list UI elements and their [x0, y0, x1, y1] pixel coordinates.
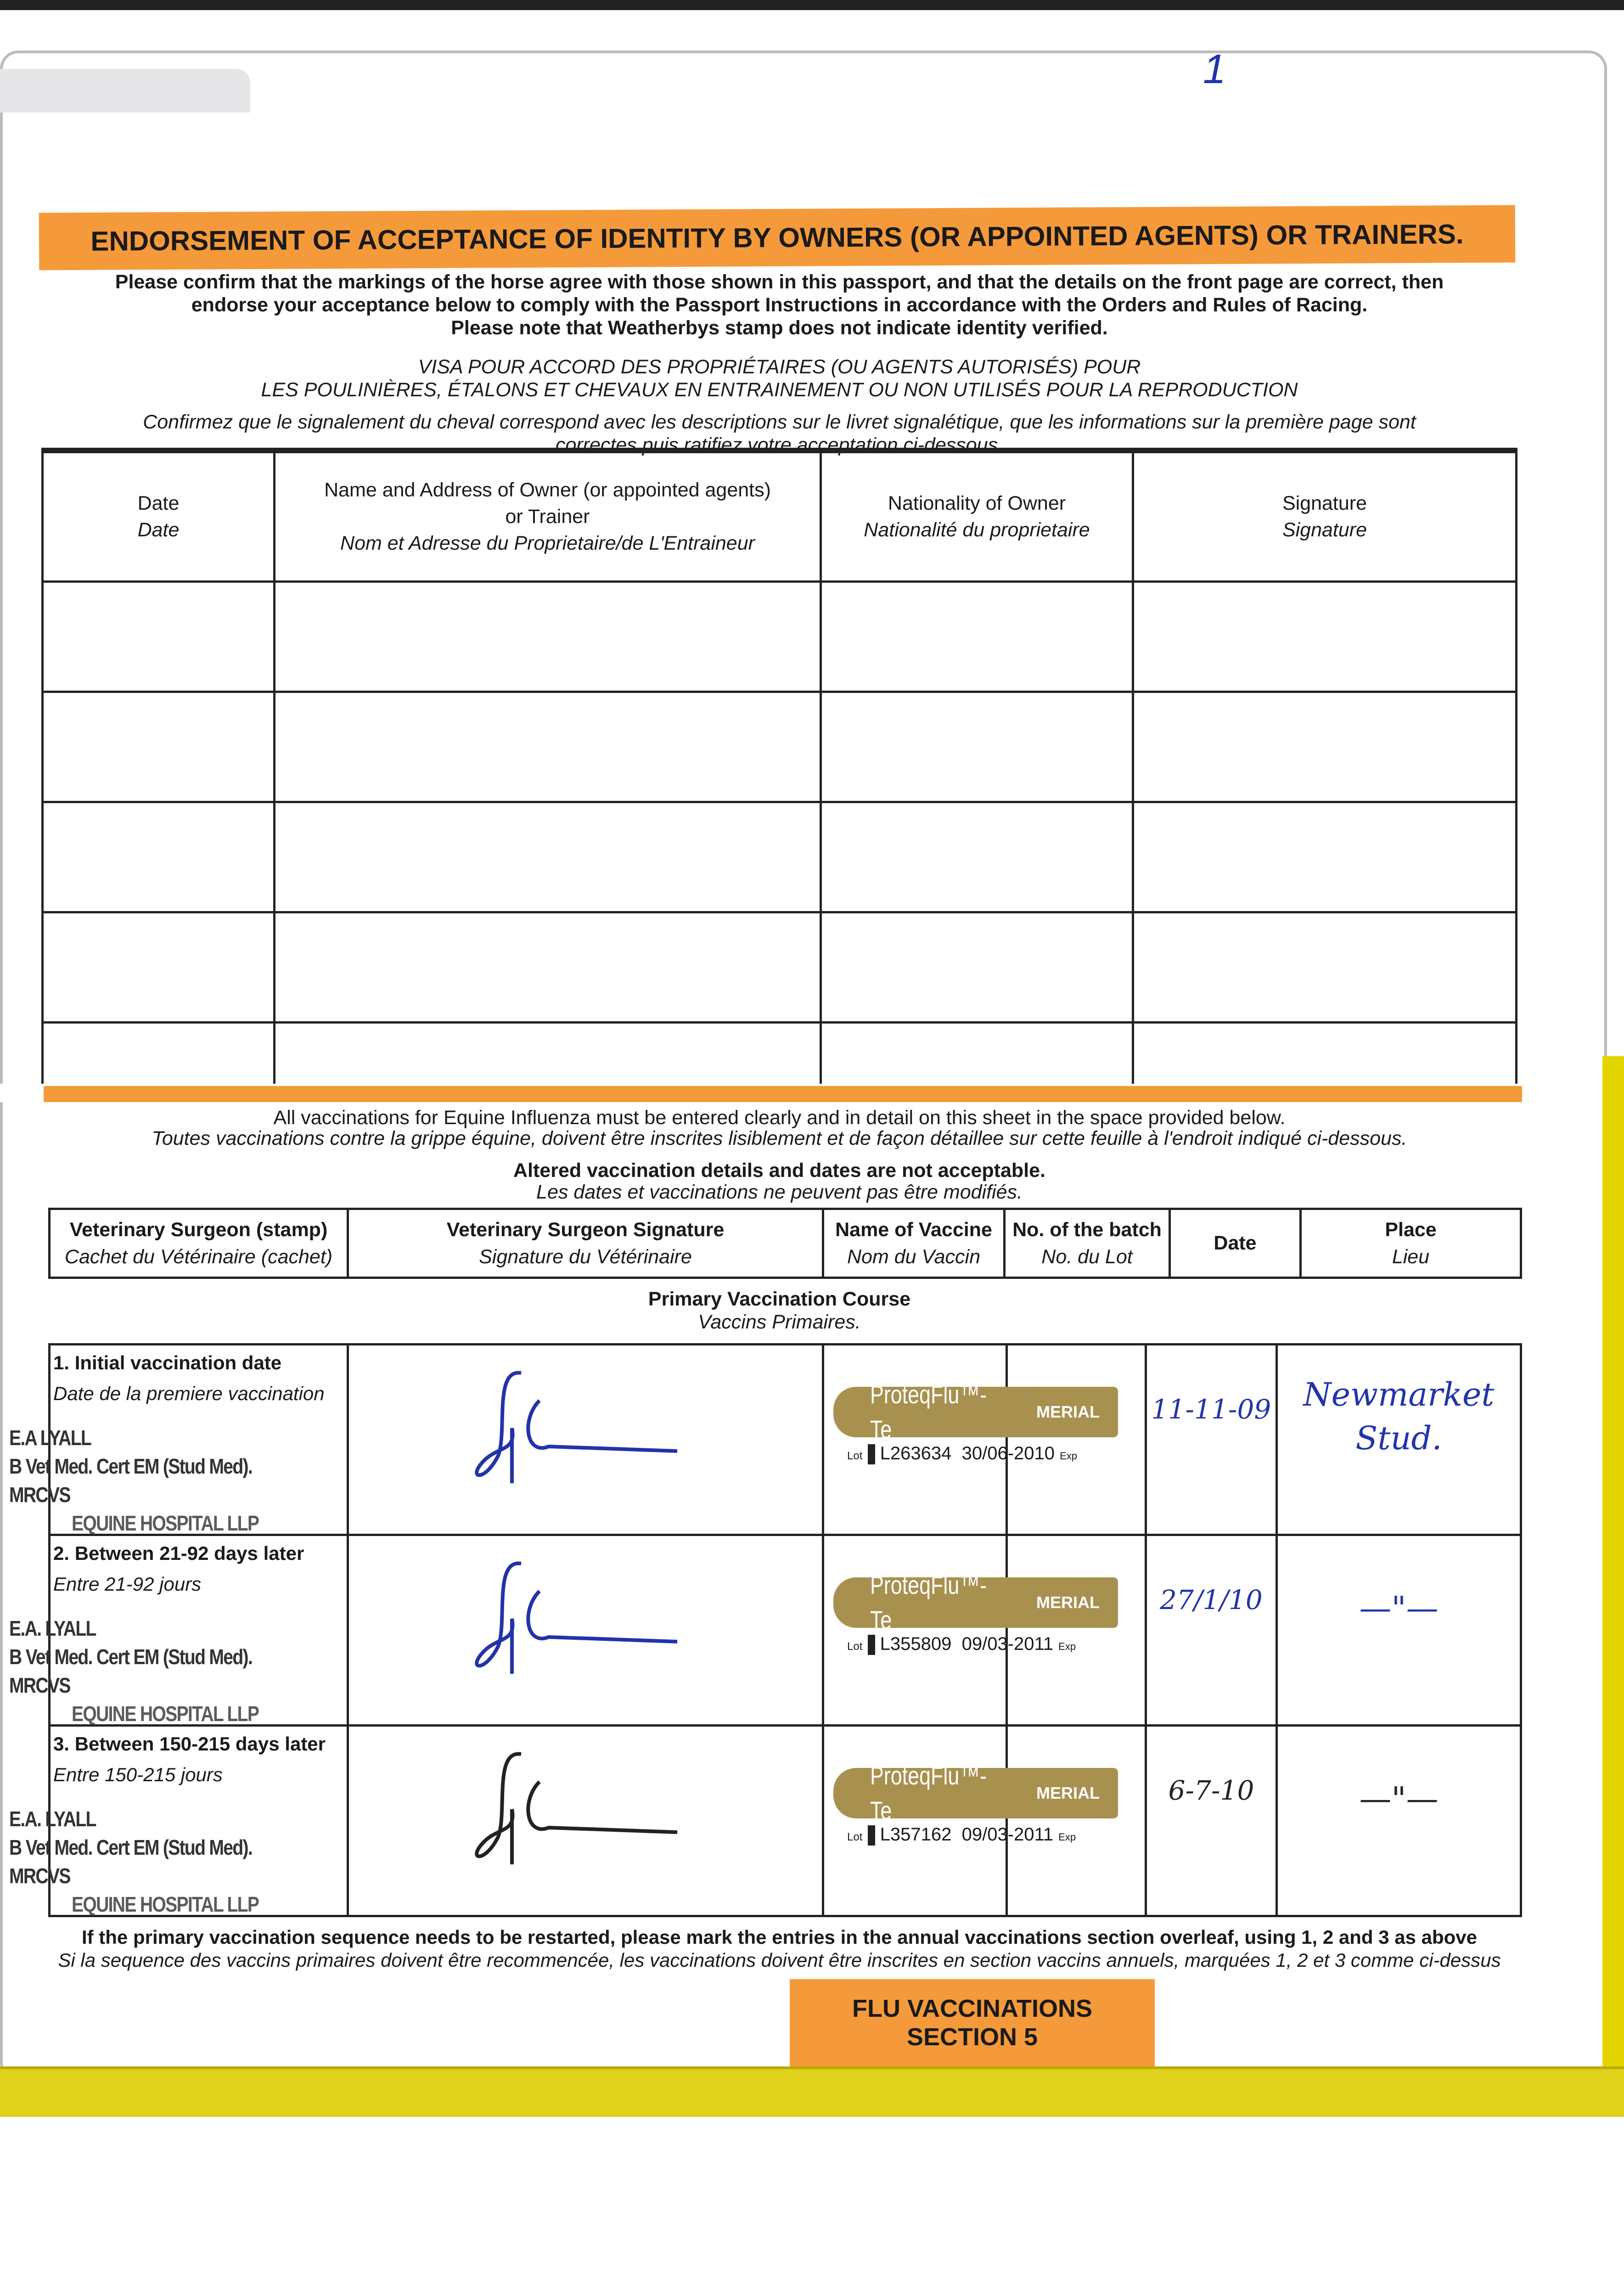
vet-stamp-name: E.A. LYALL [9, 1616, 96, 1640]
vaccine-sticker [833, 1380, 1118, 1463]
col-date-en: Date [1214, 1232, 1257, 1255]
col-signature [1133, 450, 1517, 581]
lot-label: Lot [847, 1640, 863, 1653]
section-label-line-2: SECTION 5 [906, 2023, 1038, 2051]
vet-signature [466, 1364, 705, 1502]
col-signature-fr: Signature [1282, 519, 1367, 541]
barcode-mark [868, 1635, 875, 1655]
col-batch [1005, 1209, 1170, 1278]
cell-owner[interactable] [275, 912, 821, 1022]
exp-label: Exp [1058, 1641, 1076, 1652]
exp-label: Exp [1058, 1831, 1076, 1843]
col-owner-en-2: or Trainer [505, 506, 590, 528]
col-date [1170, 1209, 1301, 1278]
col-vet-stamp [50, 1209, 348, 1278]
lot-label: Lot [847, 1831, 863, 1843]
vet-stamp [9, 1805, 367, 1919]
vaccine-manufacturer: MERIAL [1036, 1402, 1100, 1421]
col-nationality-fr: Nationalité du proprietaire [864, 519, 1090, 541]
cell-owner[interactable] [275, 802, 821, 912]
cell-stage-stamp [9, 1726, 348, 1917]
altered-notice-fr: Les dates et vaccinations ne peuvent pas être modifiés. [536, 1181, 1023, 1203]
restart-notice-fr: Si la sequence des vaccins primaires doivent être recommencée, les vaccinations doivent être inscrites en section vaccins annuels, marquées 1, 2 et 3 comme ci-dessus [58, 1949, 1501, 1971]
col-place [1301, 1209, 1521, 1278]
vaccination-date: 6-7-10 [1168, 1775, 1254, 1806]
expiry-date: 09/03-2011 [961, 1634, 1054, 1654]
vaccine-manufacturer: MERIAL [1036, 1783, 1100, 1802]
vaccination-place: —"— [1359, 1589, 1439, 1627]
instruction-fr-1: Confirmez que le signalement du cheval correspond avec les descriptions sur le livret signalétique, que les informations sur la première page sont [143, 411, 1416, 433]
endorsement-title: ENDORSEMENT OF ACCEPTANCE OF IDENTITY BY OWNERS (OR APPOINTED AGENTS) OR TRAINERS. [39, 205, 1516, 270]
col-vet-stamp-en: Veterinary Surgeon (stamp) [69, 1219, 328, 1241]
vet-stamp-practice: EQUINE HOSPITAL LLP [72, 1511, 259, 1536]
instruction-en-2: endorse your acceptance below to comply with the Passport Instructions in accordance with the Orders and Rules of Racing. [191, 294, 1368, 316]
cell-signature[interactable] [1133, 692, 1517, 802]
expiry-date: 30/06-2010 [961, 1443, 1055, 1463]
table-row [43, 692, 1517, 802]
stage-label: 2. Between 21-92 days later [53, 1542, 304, 1564]
vaccination-header-table [48, 1208, 1522, 1279]
cell-vet-signature[interactable] [348, 1726, 823, 1916]
stage-label: 1. Initial vaccination date [53, 1352, 282, 1373]
page-tab [0, 69, 250, 113]
batch-number: L357162 [880, 1824, 952, 1845]
col-owner-en: Name and Address of Owner (or appointed agents) [324, 479, 771, 501]
cell-vaccine-batch [823, 1726, 1146, 1916]
cell-signature[interactable] [1133, 912, 1517, 1022]
col-vaccine-en: Name of Vaccine [835, 1219, 992, 1241]
col-nationality [821, 450, 1133, 581]
vaccination-place: Newmarket Stud. [1303, 1376, 1495, 1457]
cell-vaccine-batch [823, 1345, 1146, 1535]
col-nationality-en: Nationality of Owner [888, 492, 1066, 515]
vaccination-row [50, 1726, 1521, 1916]
table-header-row [43, 450, 1517, 581]
vaccine-name: ProteqFlu™-Te [870, 1380, 987, 1444]
vet-stamp-practice: EQUINE HOSPITAL LLP [72, 1702, 259, 1726]
vaccine-name: ProteqFlu™-Te [870, 1570, 987, 1634]
fold-orange-strip [44, 1086, 1522, 1102]
batch-number: L355809 [880, 1634, 952, 1654]
cell-date[interactable] [1146, 1726, 1276, 1916]
cell-nationality[interactable] [821, 692, 1133, 802]
col-date-fr: Date [137, 519, 180, 541]
vet-signature [466, 1554, 705, 1692]
col-vet-signature-en: Veterinary Surgeon Signature [446, 1219, 725, 1241]
vet-stamp-qualifications: B Vet Med. Cert EM (Stud Med). MRCVS [9, 1645, 253, 1698]
cell-date[interactable] [43, 912, 275, 1022]
restart-notice-en: If the primary vaccination sequence needs to be restarted, please mark the entries in the annual vaccinations section overleaf, using 1, 2 and 3 as above [81, 1926, 1478, 1948]
cell-signature[interactable] [1133, 1022, 1517, 1091]
cell-nationality[interactable] [821, 912, 1133, 1022]
cell-nationality[interactable] [821, 802, 1133, 912]
cell-owner[interactable] [275, 581, 821, 692]
col-vet-signature-fr: Signature du Vétérinaire [479, 1245, 692, 1268]
vet-stamp-qualifications: B Vet Med. Cert EM (Stud Med). MRCVS [9, 1454, 253, 1507]
col-vet-stamp-fr: Cachet du Vétérinaire (cachet) [64, 1245, 333, 1268]
vaccination-notice-en: All vaccinations for Equine Influenza must be entered clearly and in detail on this sheet in the space provided below. [273, 1107, 1286, 1129]
cell-vet-signature[interactable] [348, 1345, 823, 1535]
col-date-en: Date [137, 492, 180, 515]
stage-label-fr: Entre 21-92 jours [53, 1573, 202, 1595]
cell-date[interactable] [1146, 1345, 1276, 1535]
vet-signature [466, 1745, 705, 1883]
table-row [43, 802, 1517, 912]
col-batch-fr: No. du Lot [1041, 1245, 1133, 1268]
page-number: 1 [1203, 46, 1226, 92]
cell-date[interactable] [43, 692, 275, 802]
cell-date[interactable] [43, 802, 275, 912]
cover-edge-right [1602, 1056, 1624, 2112]
instruction-en-3: Please note that Weatherbys stamp does not indicate identity verified. [451, 317, 1108, 339]
col-vet-signature [348, 1209, 823, 1278]
primary-course-title: Primary Vaccination Course [648, 1288, 911, 1310]
cell-date[interactable] [43, 1022, 275, 1091]
stage-label: 3. Between 150-215 days later [53, 1733, 326, 1755]
vaccine-name: ProteqFlu™-Te [870, 1761, 987, 1825]
vaccination-place: —"— [1359, 1780, 1439, 1818]
lot-label: Lot [847, 1450, 863, 1462]
col-vaccine-fr: Nom du Vaccin [847, 1245, 980, 1268]
col-date [43, 450, 275, 581]
batch-number: L263634 [880, 1443, 952, 1463]
cell-signature[interactable] [1133, 581, 1517, 692]
vet-stamp [9, 1614, 367, 1728]
col-vaccine [823, 1209, 1005, 1278]
vaccine-sticker [833, 1570, 1118, 1654]
vaccine-sticker [833, 1761, 1118, 1845]
expiry-date: 09/03-2011 [961, 1824, 1054, 1845]
vaccination-date: 11-11-09 [1151, 1394, 1271, 1425]
vet-stamp-name: E.A. LYALL [9, 1807, 96, 1831]
vaccination-row [50, 1345, 1521, 1535]
table-row [43, 912, 1517, 1022]
section-label [790, 1979, 1155, 2066]
cell-place[interactable] [1276, 1535, 1521, 1726]
cell-nationality[interactable] [821, 1022, 1133, 1091]
col-owner-fr: Nom et Adresse du Proprietaire/de L'Entraineur [340, 532, 755, 555]
barcode-mark [868, 1444, 875, 1464]
col-signature-en: Signature [1282, 492, 1367, 515]
vaccination-date: 27/1/10 [1160, 1584, 1263, 1615]
cell-owner[interactable] [275, 692, 821, 802]
stage-label-fr: Entre 150-215 jours [53, 1763, 223, 1785]
altered-notice-en: Altered vaccination details and dates are not acceptable. [513, 1159, 1045, 1182]
vaccination-row [50, 1535, 1521, 1726]
endorsement-table [41, 448, 1517, 1092]
vet-stamp-practice: EQUINE HOSPITAL LLP [72, 1892, 259, 1917]
cell-place[interactable] [1276, 1345, 1521, 1535]
col-place-en: Place [1385, 1219, 1437, 1241]
primary-course-title-fr: Vaccins Primaires. [698, 1311, 861, 1333]
cell-vet-signature[interactable] [348, 1535, 823, 1726]
vet-stamp-qualifications: B Vet Med. Cert EM (Stud Med). MRCVS [9, 1835, 253, 1888]
vaccine-manufacturer: MERIAL [1036, 1593, 1100, 1612]
barcode-mark [868, 1825, 875, 1846]
cell-date[interactable] [43, 581, 275, 692]
cell-date[interactable] [1146, 1535, 1276, 1726]
cell-signature[interactable] [1133, 802, 1517, 912]
cell-place[interactable] [1276, 1726, 1521, 1916]
instruction-fr-2: correctes puis ratifiez votre acceptation ci-dessous. [555, 434, 1004, 456]
cell-stage-stamp [9, 1535, 348, 1726]
cell-nationality[interactable] [821, 581, 1133, 692]
cell-stage-stamp [9, 1345, 348, 1536]
cell-vaccine-batch [823, 1535, 1146, 1726]
visa-fr-2: LES POULINIÈRES, ÉTALONS ET CHEVAUX EN ENTRAINEMENT OU NON UTILISÉS POUR LA REPRODUCTION [261, 379, 1298, 401]
col-owner [275, 450, 821, 581]
stage-label-fr: Date de la premiere vaccination [53, 1382, 325, 1404]
cell-owner[interactable] [275, 1022, 821, 1091]
vet-stamp-name: E.A LYALL [9, 1426, 91, 1450]
table-row [43, 581, 1517, 692]
table-row [43, 1022, 1517, 1091]
exp-label: Exp [1060, 1450, 1078, 1462]
visa-fr-1: VISA POUR ACCORD DES PROPRIÉTAIRES (OU AGENTS AUTORISÉS) POUR [418, 356, 1141, 378]
section-label-line-1: FLU VACCINATIONS [852, 1995, 1092, 2022]
vet-stamp [9, 1424, 367, 1537]
primary-vaccination-table [9, 1343, 1522, 1917]
instruction-en-1: Please confirm that the markings of the horse agree with those shown in this passport, and that the details on the front page are correct, then [115, 271, 1444, 293]
scan-top-edge [0, 0, 1624, 10]
vaccination-notice-fr: Toutes vaccinations contre la grippe équine, doivent être inscrites lisiblement et de façon détaillee sur cette feuille à l'endroit indiqué ci-dessous. [152, 1127, 1407, 1149]
table-header-row [50, 1209, 1521, 1278]
col-batch-en: No. of the batch [1012, 1219, 1162, 1241]
col-place-fr: Lieu [1392, 1245, 1430, 1268]
cover-edge-bottom [0, 2066, 1624, 2117]
